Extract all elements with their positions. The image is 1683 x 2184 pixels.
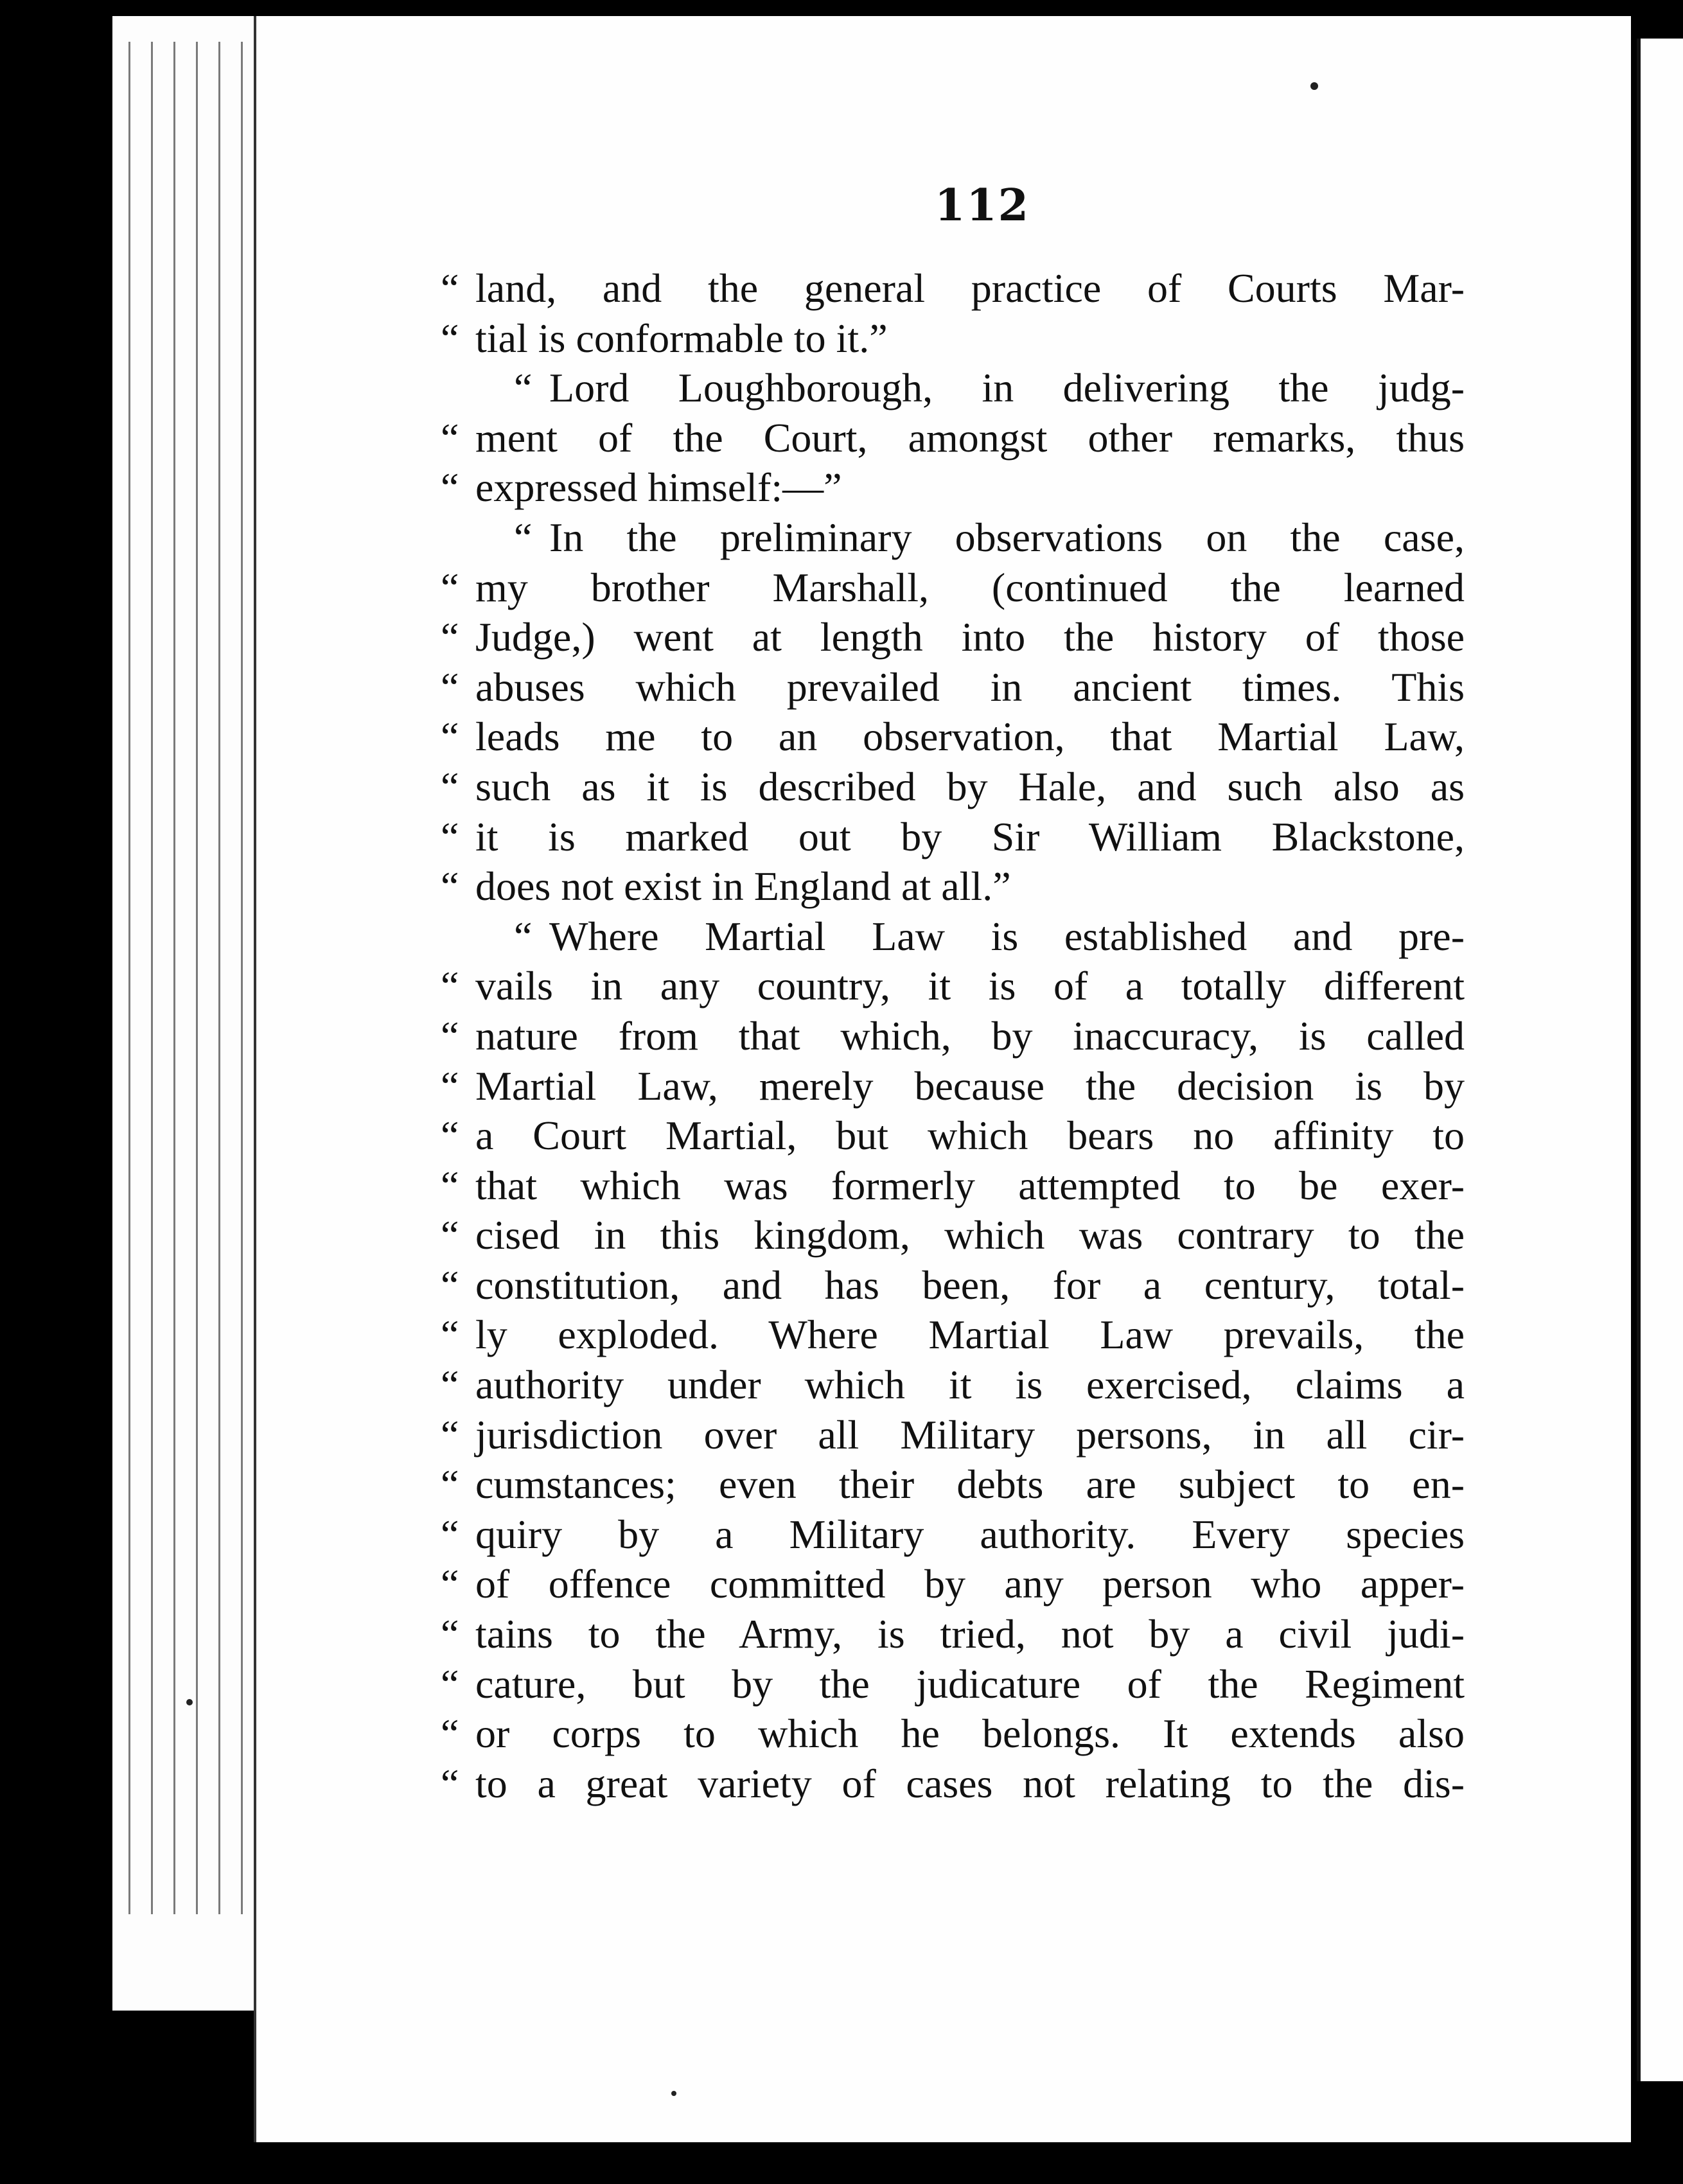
- page-edge-line: [173, 42, 175, 1914]
- line-text: constitution, and has been, for a century, total-: [475, 1262, 1465, 1308]
- quote-mark: “: [441, 664, 459, 710]
- quote-mark: “: [441, 1511, 459, 1557]
- line-text: ly exploded. Where Martial Law prevails, the: [475, 1312, 1465, 1358]
- text-line: [441, 1111, 1465, 1161]
- quote-mark: “: [441, 863, 459, 910]
- text-line: [441, 712, 1465, 762]
- line-text: it is marked out by Sir William Blackstone,: [475, 813, 1465, 859]
- line-text: cised in this kingdom, which was contrary to the: [475, 1212, 1465, 1258]
- line-text: cumstances; even their debts are subject to en-: [475, 1461, 1465, 1508]
- text-line: [441, 563, 1465, 613]
- text-line: [441, 1559, 1465, 1609]
- text-line: [441, 1061, 1465, 1111]
- quote-mark: “: [441, 1062, 459, 1109]
- text-line: [441, 413, 1465, 463]
- page-edge-line: [218, 42, 220, 1914]
- quote-mark: “: [441, 1362, 459, 1408]
- quote-mark: “: [441, 1660, 459, 1707]
- quote-mark: “: [441, 564, 459, 610]
- line-text: Where Martial Law is established and pre-: [549, 913, 1465, 959]
- text-line: [441, 1709, 1465, 1759]
- text-line: [441, 1459, 1465, 1510]
- quote-mark: “: [441, 414, 459, 461]
- text-line: [441, 1609, 1465, 1659]
- quote-mark: “: [441, 1411, 459, 1457]
- quote-mark: “: [441, 714, 459, 760]
- text-line: [441, 263, 1465, 313]
- quote-mark: “: [441, 813, 459, 859]
- page-number: 112: [935, 180, 1030, 231]
- line-text: my brother Marshall, (continued the learned: [475, 564, 1465, 610]
- page-edges-stack: [112, 16, 272, 2011]
- text-line: [441, 812, 1465, 862]
- line-text: nature from that which, by inaccuracy, is called: [475, 1012, 1465, 1059]
- ink-speck: [671, 2091, 676, 2096]
- text-line: [441, 1210, 1465, 1260]
- quote-mark: “: [441, 1162, 459, 1208]
- text-line: [441, 1659, 1465, 1709]
- quote-mark: “: [514, 913, 533, 959]
- text-line: [441, 762, 1465, 812]
- line-text: quiry by a Military authority. Every species: [475, 1511, 1465, 1557]
- text-line: [475, 513, 1465, 563]
- quote-mark: “: [441, 315, 459, 361]
- ink-speck: [186, 1699, 193, 1705]
- text-line: [441, 1410, 1465, 1460]
- page-edge-line: [196, 42, 198, 1914]
- line-text: cature, but by the judicature of the Regiment: [475, 1660, 1465, 1707]
- quote-mark: “: [441, 1262, 459, 1308]
- text-line: [441, 1759, 1465, 1809]
- line-text: that which was formerly attempted to be exer-: [475, 1162, 1465, 1208]
- text-line: [441, 313, 1465, 364]
- quote-mark: “: [441, 1611, 459, 1657]
- quote-mark: “: [514, 365, 533, 411]
- line-text: does not exist in England at all.”: [475, 863, 1011, 910]
- text-line: [441, 861, 1465, 911]
- text-line: [475, 911, 1465, 962]
- ink-speck: [1310, 82, 1318, 90]
- quote-mark: “: [441, 963, 459, 1009]
- text-line: [441, 1360, 1465, 1410]
- line-text: tial is conformable to it.”: [475, 315, 888, 361]
- line-text: of offence committed by any person who apper-: [475, 1561, 1465, 1607]
- text-line: [475, 363, 1465, 413]
- text-line: [441, 1260, 1465, 1310]
- quote-mark: “: [441, 1711, 459, 1757]
- line-text: or corps to which he belongs. It extends also: [475, 1711, 1465, 1757]
- quote-mark: “: [441, 1561, 459, 1607]
- quote-mark: “: [441, 1212, 459, 1258]
- line-text: Martial Law, merely because the decision is by: [475, 1062, 1465, 1109]
- text-line: [441, 662, 1465, 712]
- text-line: [441, 462, 1465, 513]
- line-text: In the preliminary observations on the case,: [549, 514, 1465, 560]
- quote-mark: “: [514, 514, 533, 560]
- line-text: abuses which prevailed in ancient times. This: [475, 664, 1465, 710]
- line-text: tains to the Army, is tried, not by a civil judi-: [475, 1611, 1465, 1657]
- line-text: to a great variety of cases not relating to the dis-: [475, 1760, 1465, 1806]
- quote-mark: “: [441, 265, 459, 311]
- body-text: [441, 263, 1465, 1808]
- line-text: leads me to an observation, that Martial Law,: [475, 714, 1465, 760]
- line-text: land, and the general practice of Courts Mar-: [475, 265, 1465, 311]
- line-text: Judge,) went at length into the history of those: [475, 614, 1465, 660]
- text-line: [441, 1510, 1465, 1560]
- text-line: [441, 612, 1465, 662]
- quote-mark: “: [441, 1012, 459, 1059]
- line-text: Lord Loughborough, in delivering the judg-: [549, 365, 1465, 411]
- line-text: ment of the Court, amongst other remarks, thus: [475, 414, 1465, 461]
- page-edge-line: [151, 42, 153, 1914]
- line-text: vails in any country, it is of a totally different: [475, 963, 1465, 1009]
- text-line: [441, 1011, 1465, 1061]
- line-text: such as it is described by Hale, and such also as: [475, 763, 1465, 809]
- text-line: [441, 1310, 1465, 1360]
- page-edge-line: [128, 42, 130, 1914]
- text-line: [441, 961, 1465, 1011]
- quote-mark: “: [441, 1760, 459, 1806]
- text-line: [441, 1161, 1465, 1211]
- line-text: authority under which it is exercised, claims a: [475, 1362, 1465, 1408]
- quote-mark: “: [441, 464, 459, 511]
- quote-mark: “: [441, 1461, 459, 1508]
- quote-mark: “: [441, 1312, 459, 1358]
- quote-mark: “: [441, 1113, 459, 1159]
- line-text: expressed himself:—”: [475, 464, 842, 511]
- line-text: jurisdiction over all Military persons, in all cir-: [475, 1411, 1465, 1457]
- line-text: a Court Martial, but which bears no affinity to: [475, 1113, 1465, 1159]
- quote-mark: “: [441, 763, 459, 809]
- page-edge-line: [241, 42, 243, 1914]
- adjacent-page-edge: [1637, 39, 1683, 2081]
- quote-mark: “: [441, 614, 459, 660]
